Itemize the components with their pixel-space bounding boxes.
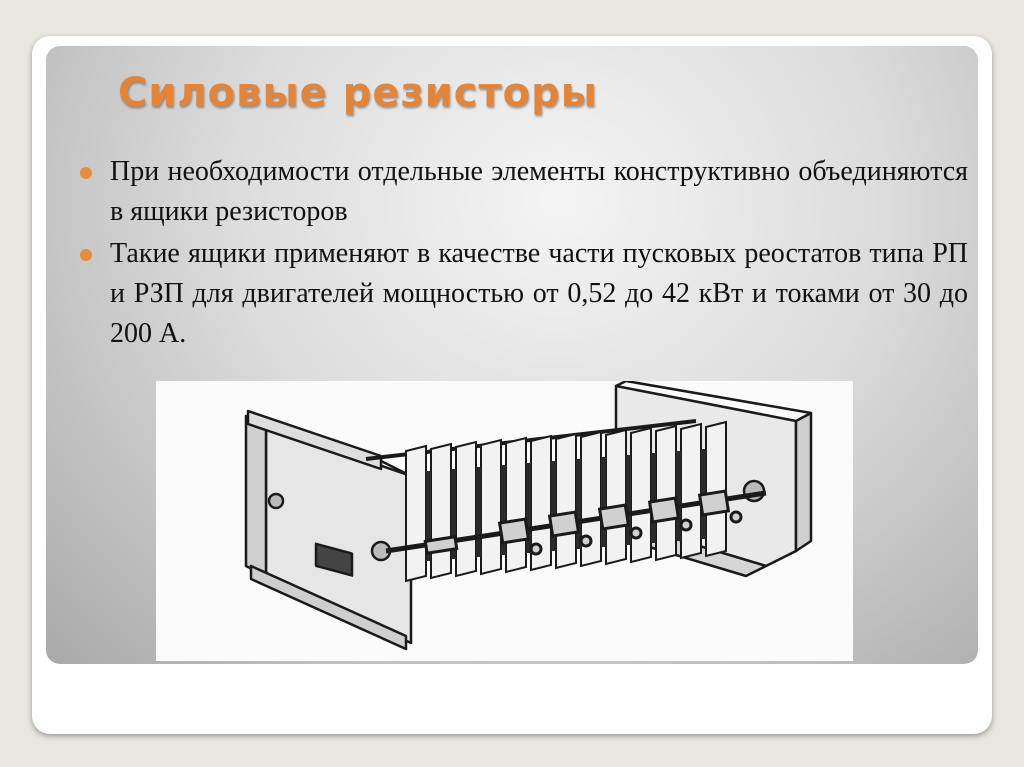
bullet-text: При необходимости отдельные элементы конструктивно объединяются в ящики резисторов: [110, 156, 968, 227]
resistor-box-image: [156, 381, 853, 661]
bullet-list: [80, 152, 968, 356]
bullet-dot-icon: [80, 167, 92, 179]
bullet-text: Такие ящики применяют в качестве части пусковых реостатов типа РП и РЗП для двигателей мощностью от 0,52 до 42 кВт и токами от 30 до 200 А.: [110, 238, 968, 349]
bullet-item: [80, 234, 968, 354]
bullet-dot-icon: [80, 249, 92, 261]
bullet-item: [80, 152, 968, 232]
slide-title: Силовые резисторы: [118, 70, 598, 116]
resistor-box-drawing: [156, 381, 853, 661]
